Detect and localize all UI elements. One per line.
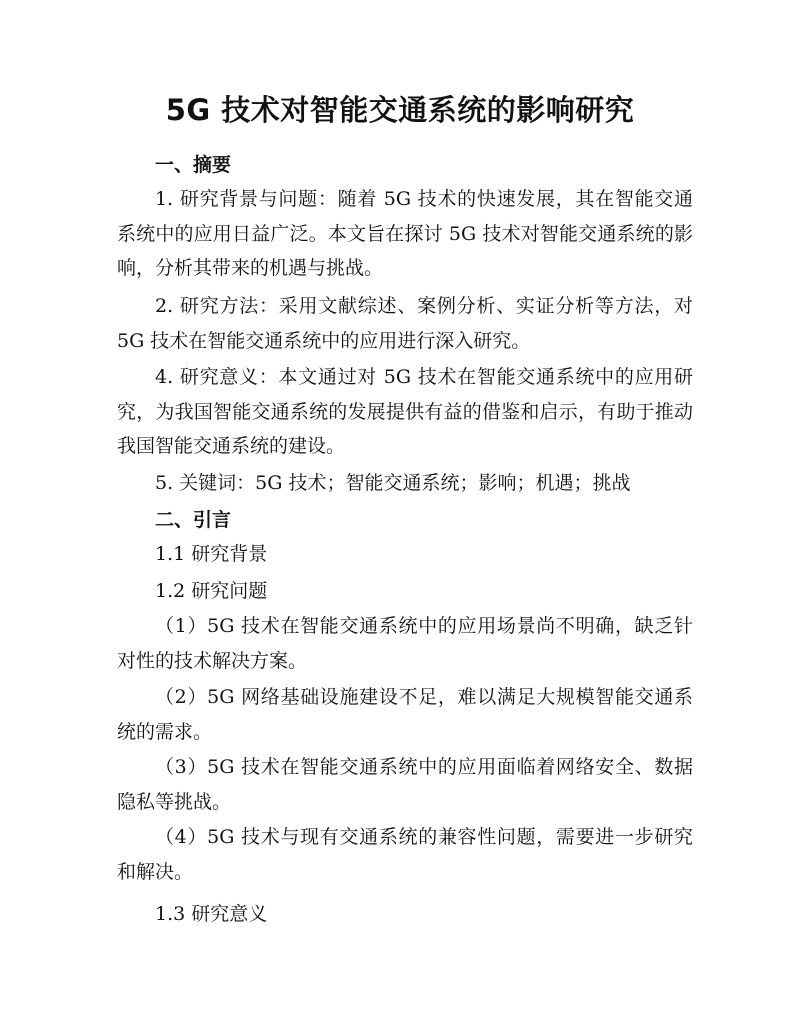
abstract-paragraph-4: 4. 研究意义：本文通过对 5G 技术在智能交通系统中的应用研究，为我国智能交通系统的发展提供有益的借鉴和启示，有助于推动我国智能交通系统的建设。 (117, 366, 693, 458)
problem-item-1: （1）5G 技术在智能交通系统中的应用场景尚不明确，缺乏针对性的技术解决方案。 (117, 615, 693, 672)
problem-item-3: （3）5G 技术在智能交通系统中的应用面临着网络安全、数据隐私等挑战。 (117, 756, 693, 813)
section-1-3-title: 1.3 研究意义 (155, 903, 268, 925)
problem-item-2: （2）5G 网络基础设施建设不足，难以满足大规模智能交通系统的需求。 (117, 686, 693, 743)
abstract-paragraph-2: 2. 研究方法：采用文献综述、案例分析、实证分析等方法，对 5G 技术在智能交通系统中的应用进行深入研究。 (117, 295, 693, 352)
abstract-keywords: 5. 关键词：5G 技术；智能交通系统；影响；机遇；挑战 (155, 472, 631, 494)
problem-item-4: （4）5G 技术与现有交通系统的兼容性问题，需要进一步研究和解决。 (117, 826, 693, 883)
section-1-2-title: 1.2 研究问题 (155, 580, 268, 602)
section-1-1-title: 1.1 研究背景 (155, 543, 268, 565)
introduction-heading: 二、引言 (155, 509, 232, 531)
document-title: 5G 技术对智能交通系统的影响研究 (165, 93, 635, 127)
abstract-heading: 一、摘要 (155, 154, 232, 176)
abstract-paragraph-1: 1. 研究背景与问题：随着 5G 技术的快速发展，其在智能交通系统中的应用日益广泛。本文旨在探讨 5G 技术对智能交通系统的影响，分析其带来的机遇与挑战。 (117, 188, 693, 280)
